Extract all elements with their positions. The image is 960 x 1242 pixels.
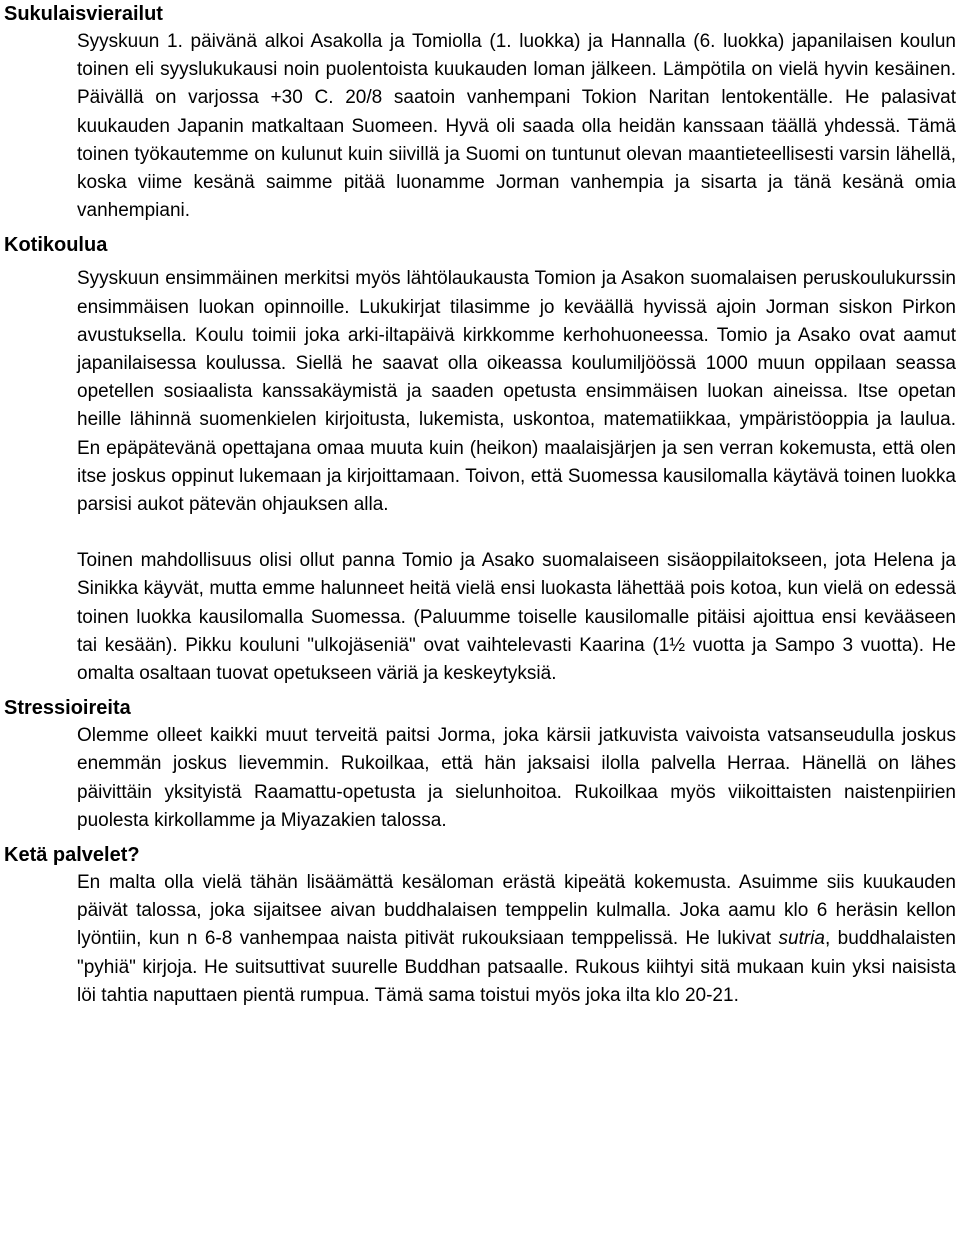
section-sukulaisvierailut (4, 0, 956, 225)
section-heading: Kotikoulua (4, 234, 108, 257)
section-heading: Stressioireita (4, 697, 131, 720)
italic-term: sutria (778, 928, 825, 950)
section-stressioireita (4, 694, 956, 835)
paragraph: Syyskuun ensimmäinen merkitsi myös lähtölaukausta Tomion ja Asakon suomalaisen peruskoulukurssin ensimmäisen luokan opinnoille. Lukukirjat tilasimme jo keväällä hyvissä ajoin Jorman siskon Pirkon avustuksella. Koulu toimii joka arki-iltapäivä kirkkomme kerhohuoneessa. Tomio ja Asako ovat aamut japanilaisessa koulussa. Siellä he saavat olla oikeassa koulumiljöössä 1000 muun oppilaan seassa opetellen sosiaalista kanssakäymistä ja saaden opetusta ensimmäisen luokan aineissa. Itse opetan heille lähinnä suomenkielen kirjoitusta, lukemista, uskontoa, matematiikkaa, ympäristöoppia ja laulua. En epäpätevänä opettajana omaa muuta kuin (heikon) maalaisjärjen ja sen verran kokemusta, että olen itse joskus oppinut lukemaan ja kirjoittamaan. Toivon, että Suomessa kausilomalla käytävä toinen luokka parsisi aukot pätevän ohjauksen alla. (77, 268, 956, 516)
paragraph-text: , buddhalaisten "pyhiä" kirjoja. He suitsuttivat suurelle Buddhan patsaalle. Rukous kiihtyi sitä mukaan kuin yksi naisista löi tahtia naputtaen pientä rumpua. Tämä sama toistui myös joka ilta klo 20-21. (77, 928, 956, 1006)
paragraph: Olemme olleet kaikki muut terveitä paitsi Jorma, joka kärsii jatkuvista vaivoista vatsanseudulla joskus enemmän joskus lievemmin. Rukoilkaa, että hän jaksaisi ilolla palvella Herraa. Hänellä on lähes päivittäin yksityistä Raamattu-opetusta ja sielunhoitoa. Rukoilkaa myös viikoittaisten naistenpiirien puolesta kirkollamme ja Miyazakien talossa. (77, 725, 956, 831)
paragraph-text: En malta olla vielä tähän lisäämättä kesäloman erästä kipeätä kokemusta. Asuimme siis kuukauden päivät talossa, joka sijaitsee aivan buddhalaisen temppelin kulmalla. Joka aamu klo 6 heräsin kellon lyöntiin, kun n 6-8 vanhempaa naista pitivät rukouksiaan temppelissä. He lukivat (77, 872, 956, 950)
paragraph (77, 869, 956, 1010)
section-heading: Ketä palvelet? (4, 844, 140, 867)
paragraph: Toinen mahdollisuus olisi ollut panna Tomio ja Asako suomalaiseen sisäoppilaitokseen, jota Helena ja Sinikka käyvät, mutta emme halunneet heitä vielä ensi luokasta lähettää pois kotoa, kun vielä on edessä toinen luokka kausilomalla Suomessa. (Paluumme toiselle kausilomalle pitäisi ajoittua ensi kevääseen tai kesään). Pikku kouluni "ulkojäseniä" ovat vaihtelevasti Kaarina (1½ vuotta ja Sampo 3 vuotta). He omalta osaltaan tuovat opetukseen väriä ja keskeytyksiä. (77, 550, 956, 685)
section-keta-palvelet (4, 841, 956, 1010)
paragraph: Syyskuun 1. päivänä alkoi Asakolla ja Tomiolla (1. luokka) ja Hannalla (6. luokka) japanilaisen koulun toinen eli syyslukukausi noin puolentoista kuukauden loman jälkeen. Lämpötila on vielä hyvin kesäinen. Päivällä on varjossa +30 C. 20/8 saatoin vanhempani Tokion Naritan lentokentälle. He palasivat kuukauden Japanin matkaltaan Suomeen. Hyvä oli saada olla heidän kanssaan täällä yhdessä. Tämä toinen työkautemme on kulunut kuin siivillä ja Suomi on tuntunut olevan maantieteellisesti varsin lähellä, koska viime kesänä saimme pitää luonamme Jorman vanhempia ja sisarta ja tänä kesänä omia vanhempiani. (77, 31, 956, 222)
section-heading: Sukulaisvierailut (4, 3, 163, 25)
section-kotikoulua (4, 231, 956, 688)
